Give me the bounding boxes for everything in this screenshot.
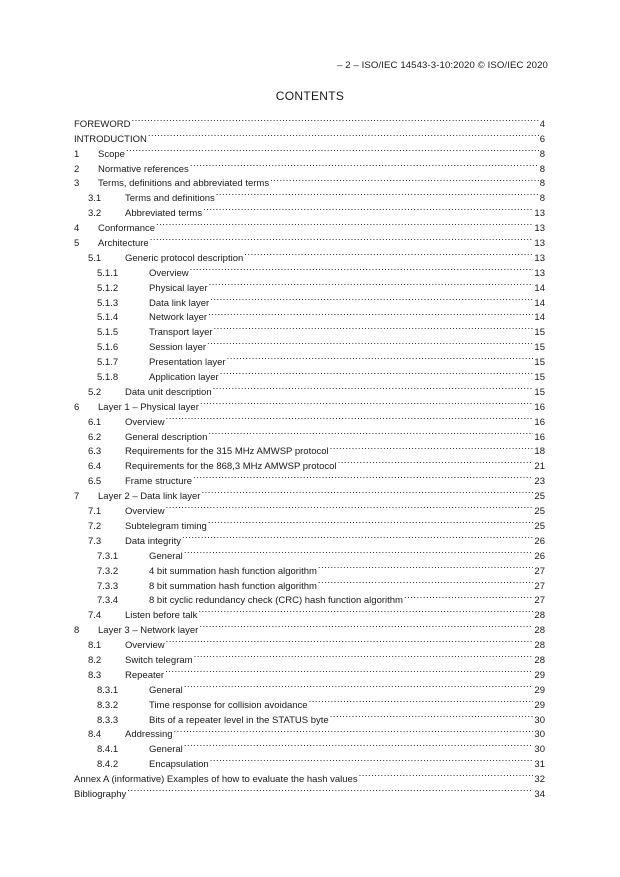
toc-leader-dots	[127, 782, 533, 797]
toc-entry-page: 31	[534, 759, 545, 771]
toc-entry-page: 14	[534, 282, 545, 294]
toc-entry-number: 5.1.6	[97, 342, 119, 354]
toc-entry-page: 34	[534, 788, 545, 800]
toc-entry-title: Terms, definitions and abbreviated terms	[98, 178, 270, 190]
toc-leader-dots	[208, 306, 533, 321]
toc-entry-page: 13	[534, 267, 545, 279]
toc-entry-title: Architecture	[98, 238, 149, 250]
toc-entry-title: Overview	[149, 267, 189, 279]
toc-entry-title: Data link layer	[149, 297, 210, 309]
page-title: CONTENTS	[275, 89, 345, 103]
toc-entry-title: Layer 3 – Network layer	[98, 625, 199, 637]
toc-leader-dots	[227, 350, 534, 365]
toc-entry[interactable]	[74, 142, 545, 160]
toc-entry-page: 6	[539, 133, 545, 145]
toc-entry-number: 7.2	[88, 520, 102, 532]
toc-entry-page: 16	[534, 416, 545, 428]
toc-entry-page: 26	[534, 535, 545, 547]
toc-entry-title: Overview	[125, 640, 165, 652]
toc-entry-number: 8	[74, 625, 80, 637]
toc-entry-page: 29	[534, 699, 545, 711]
toc-entry-title: Subtelegram timing	[125, 520, 207, 532]
toc-leader-dots	[156, 216, 533, 231]
toc-entry-title: Transport layer	[149, 327, 213, 339]
toc-leader-dots	[166, 499, 534, 514]
toc-entry-page: 27	[534, 565, 545, 577]
toc-leader-dots	[200, 395, 534, 410]
toc-leader-dots	[210, 291, 533, 306]
toc-leader-dots	[209, 276, 534, 291]
toc-leader-dots	[207, 335, 533, 350]
toc-entry-page: 23	[534, 476, 545, 488]
toc-leader-dots	[184, 544, 534, 559]
toc-entry-number: 5.1.8	[97, 372, 119, 384]
toc-entry-title: Bibliography	[74, 788, 127, 800]
toc-entry-number: 5.1.7	[97, 357, 119, 369]
toc-entry-title: Network layer	[149, 312, 208, 324]
toc-leader-dots	[131, 112, 538, 127]
toc-leader-dots	[199, 618, 533, 633]
toc-entry-number: 6.4	[88, 461, 102, 473]
toc-entry-title: Abbreviated terms	[125, 208, 203, 220]
toc-entry-page: 30	[534, 729, 545, 741]
toc-entry-page: 15	[534, 386, 545, 398]
toc-leader-dots	[184, 737, 534, 752]
toc-entry-page: 25	[534, 491, 545, 503]
toc-entry-page: 28	[534, 610, 545, 622]
toc-leader-dots	[214, 320, 534, 335]
toc-leader-dots	[330, 708, 534, 723]
toc-entry-title: General	[149, 550, 183, 562]
toc-entry-page: 28	[534, 640, 545, 652]
toc-entry-title: Addressing	[125, 729, 173, 741]
toc-entry-page: 14	[534, 312, 545, 324]
toc-entry-number: 8.3.2	[97, 699, 119, 711]
toc-entry-title: Session layer	[149, 342, 207, 354]
toc-entry-page: 13	[534, 252, 545, 264]
toc-entry-title: Switch telegram	[125, 654, 193, 666]
toc-leader-dots	[359, 767, 534, 782]
toc-entry-page: 16	[534, 401, 545, 413]
toc-leader-dots	[194, 648, 534, 663]
toc-entry-title: General	[149, 744, 183, 756]
toc-entry-number: 7.3.4	[97, 595, 119, 607]
toc-leader-dots	[216, 186, 539, 201]
toc-leader-dots	[198, 603, 533, 618]
toc-entry-page: 28	[534, 625, 545, 637]
toc-entry-page: 13	[534, 223, 545, 235]
toc-entry-title: Requirements for the 868,3 MHz AMWSP protocol	[125, 461, 337, 473]
toc-entry-number: 4	[74, 223, 80, 235]
toc-leader-dots	[166, 410, 534, 425]
toc-entry-title: Frame structure	[125, 476, 193, 488]
toc-leader-dots	[150, 231, 534, 246]
toc-entry-title: 4 bit summation hash function algorithm	[149, 565, 317, 577]
toc-entry-page: 8	[539, 148, 545, 160]
toc-entry-number: 5.1.2	[97, 282, 119, 294]
toc-entry-number: 8.3.1	[97, 684, 119, 696]
toc-leader-dots	[244, 246, 533, 261]
toc-entry-page: 27	[534, 595, 545, 607]
toc-entry-number: 5.1.3	[97, 297, 119, 309]
toc-entry-page: 29	[534, 684, 545, 696]
toc-entry-number: 7.3.2	[97, 565, 119, 577]
toc-entry-number: 6.5	[88, 476, 102, 488]
toc-entry-title: 8 bit summation hash function algorithm	[149, 580, 317, 592]
toc-entry-page: 8	[539, 193, 545, 205]
toc-leader-dots	[220, 365, 534, 380]
toc-entry-number: 8.2	[88, 654, 102, 666]
toc-entry-number: 5	[74, 238, 80, 250]
toc-entry-title: Layer 2 – Data link layer	[98, 491, 201, 503]
toc-entry-title: Presentation layer	[149, 357, 226, 369]
toc-leader-dots	[404, 589, 533, 604]
toc-entry-number: 5.1.1	[97, 267, 119, 279]
toc-entry-page: 28	[534, 654, 545, 666]
toc-entry-title: Encapsulation	[149, 759, 209, 771]
toc-leader-dots	[190, 157, 539, 172]
toc-entry-title: Normative references	[98, 163, 189, 175]
toc-entry-number: 7.3.3	[97, 580, 119, 592]
toc-entry-page: 8	[539, 163, 545, 175]
toc-entry-title: FOREWORD	[74, 118, 131, 130]
toc-entry-number: 6.2	[88, 431, 102, 443]
toc-entry-title: Terms and definitions	[125, 193, 215, 205]
toc-entry-title: Layer 1 – Physical layer	[98, 401, 199, 413]
toc-entry-page: 21	[534, 461, 545, 473]
toc-entry-page: 25	[534, 506, 545, 518]
toc-entry-title: General description	[125, 431, 208, 443]
toc-entry-title: Annex A (informative) Examples of how to evaluate the hash values	[74, 774, 358, 786]
toc-entry-number: 8.4	[88, 729, 102, 741]
toc-entry-page: 29	[534, 669, 545, 681]
toc-leader-dots	[165, 663, 533, 678]
toc-entry-number: 7.3	[88, 535, 102, 547]
toc-entry-title: Overview	[125, 416, 165, 428]
toc-entry[interactable]	[74, 157, 545, 175]
toc-entry-title: Overview	[125, 506, 165, 518]
toc-leader-dots	[201, 484, 533, 499]
toc-entry-number: 3.1	[88, 193, 102, 205]
toc-leader-dots	[203, 201, 533, 216]
toc-entry-title: Generic protocol description	[125, 252, 244, 264]
page-header: – 2 – ISO/IEC 14543-3-10:2020 © ISO/IEC 2020	[337, 60, 548, 71]
toc-leader-dots	[190, 261, 534, 276]
toc-entry-page: 15	[534, 327, 545, 339]
toc-entry-title: 8 bit cyclic redundancy check (CRC) hash function algorithm	[149, 595, 403, 607]
toc-entry-number: 7.3.1	[97, 550, 119, 562]
toc-entry-title: Conformance	[98, 223, 156, 235]
toc-entry-number: 5.2	[88, 386, 102, 398]
toc-leader-dots	[193, 469, 533, 484]
toc-entry-page: 30	[534, 744, 545, 756]
toc-entry-number: 6	[74, 401, 80, 413]
toc-entry-title: Scope	[98, 148, 125, 160]
toc-leader-dots	[270, 172, 539, 187]
toc-entry-number: 8.1	[88, 640, 102, 652]
toc-entry-number: 5.1.4	[97, 312, 119, 324]
toc-entry-number: 6.3	[88, 446, 102, 458]
toc-entry-page: 13	[534, 238, 545, 250]
toc-entry-page: 32	[534, 774, 545, 786]
toc-entry-title: Time response for collision avoidance	[149, 699, 308, 711]
toc-leader-dots	[182, 529, 533, 544]
toc-leader-dots	[338, 454, 534, 469]
toc-entry-number: 3.2	[88, 208, 102, 220]
toc-leader-dots	[126, 142, 539, 157]
toc-leader-dots	[174, 723, 534, 738]
toc-leader-dots	[148, 127, 539, 142]
toc-entry[interactable]	[74, 782, 545, 800]
toc-leader-dots	[184, 678, 534, 693]
toc-entry-page: 16	[534, 431, 545, 443]
toc-entry-page: 13	[534, 208, 545, 220]
toc-leader-dots	[318, 574, 534, 589]
toc-entry-number: 5.1	[88, 252, 102, 264]
toc-entry-page: 15	[534, 357, 545, 369]
toc-entry-number: 5.1.5	[97, 327, 119, 339]
toc-entry-page: 18	[534, 446, 545, 458]
toc-entry-number: 8.3	[88, 669, 102, 681]
toc-leader-dots	[309, 693, 534, 708]
toc-entry-number: 7.1	[88, 506, 102, 518]
toc-entry-number: 1	[74, 148, 80, 160]
toc-entry-page: 15	[534, 342, 545, 354]
toc-entry-page: 14	[534, 297, 545, 309]
toc-entry[interactable]	[74, 112, 545, 130]
toc-entry-number: 3	[74, 178, 80, 190]
toc-leader-dots	[210, 752, 534, 767]
toc-entry-number: 7	[74, 491, 80, 503]
toc-entry-page: 25	[534, 520, 545, 532]
toc-entry-number: 7.4	[88, 610, 102, 622]
table-of-contents	[74, 112, 545, 800]
toc-entry-page: 27	[534, 580, 545, 592]
toc-entry-title: Repeater	[125, 669, 165, 681]
toc-entry-number: 6.1	[88, 416, 102, 428]
toc-entry-number: 8.3.3	[97, 714, 119, 726]
toc-leader-dots	[330, 440, 534, 455]
toc-entry-title: General	[149, 684, 183, 696]
toc-entry-page: 30	[534, 714, 545, 726]
toc-entry-page: 8	[539, 178, 545, 190]
toc-entry-title: Data unit description	[125, 386, 212, 398]
toc-entry-page: 4	[539, 118, 545, 130]
toc-entry-title: Requirements for the 315 MHz AMWSP protocol	[125, 446, 329, 458]
toc-entry-page: 15	[534, 372, 545, 384]
toc-leader-dots	[208, 425, 533, 440]
toc-entry-title: Data integrity	[125, 535, 181, 547]
toc-leader-dots	[318, 559, 534, 574]
toc-entry-title: Bits of a repeater level in the STATUS byte	[149, 714, 329, 726]
toc-entry-title: Application layer	[149, 372, 219, 384]
toc-entry-page: 26	[534, 550, 545, 562]
toc-entry[interactable]	[74, 127, 545, 145]
toc-leader-dots	[208, 514, 534, 529]
toc-entry-number: 2	[74, 163, 80, 175]
toc-entry-number: 8.4.1	[97, 744, 119, 756]
toc-leader-dots	[213, 380, 534, 395]
toc-entry-title: Physical layer	[149, 282, 208, 294]
toc-leader-dots	[166, 633, 534, 648]
toc-entry-title: Listen before talk	[125, 610, 198, 622]
toc-entry-title: INTRODUCTION	[74, 133, 147, 145]
toc-entry-number: 8.4.2	[97, 759, 119, 771]
